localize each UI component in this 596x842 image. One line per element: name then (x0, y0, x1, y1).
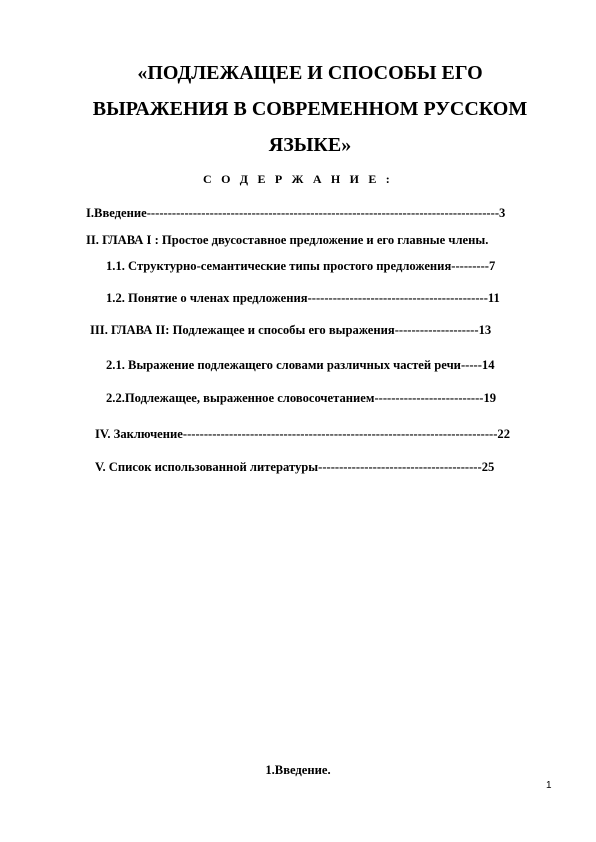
title-line-3: ЯЗЫКЕ» (268, 134, 352, 156)
title-line-2: ВЫРАЖЕНИЯ В СОВРЕМЕННОМ РУССКОМ (92, 98, 528, 120)
toc-item-chapter-1: II. ГЛАВА I : Простое двусоставное предложение и его главные члены. (86, 233, 489, 247)
toc-item-section-2-1: 2.1. Выражение подлежащего словами различных частей речи-----14 (106, 358, 495, 372)
toc-item-section-1-2: 1.2. Понятие о членах предложения-------------------------------------------11 (106, 291, 500, 305)
toc-item-introduction: I.Введение------------------------------------------------------------------------------------3 (86, 206, 506, 220)
title-line-1: «ПОДЛЕЖАЩЕЕ И СПОСОБЫ ЕГО (137, 62, 483, 84)
contents-heading: С О Д Е Р Ж А Н И Е : (203, 172, 393, 186)
document-title (90, 55, 530, 163)
page-number: 1 (546, 780, 552, 791)
toc-item-section-1-1: 1.1. Структурно-семантические типы простого предложения---------7 (106, 259, 496, 273)
section-heading-introduction: 1.Введение. (265, 763, 331, 777)
toc-item-conclusion: IV. Заключение---------------------------------------------------------------------------22 (95, 427, 511, 441)
toc-item-references: V. Список использованной литературы---------------------------------------25 (95, 460, 495, 474)
toc-item-chapter-2: III. ГЛАВА II: Подлежащее и способы его выражения--------------------13 (90, 323, 492, 337)
toc-item-section-2-2: 2.2.Подлежащее, выраженное словосочетанием--------------------------19 (106, 391, 497, 405)
